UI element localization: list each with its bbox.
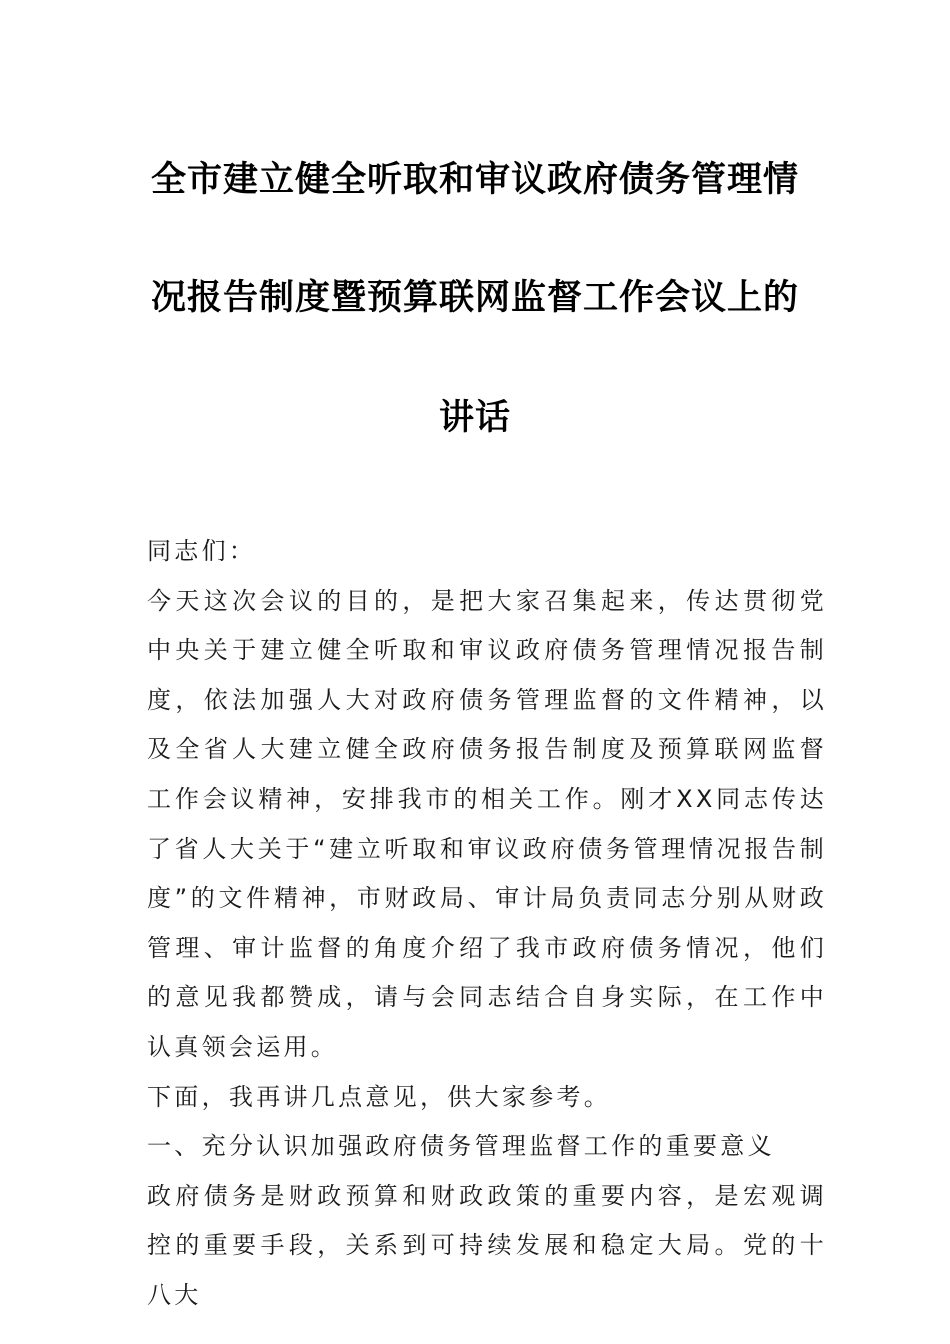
paragraph-intro: 今天这次会议的目的，是把大家召集起来，传达贯彻党中央关于建立健全听取和审议政府债务管理情况报告制度，依法加强人大对政府债务管理监督的文件精神，以及全省人大建立健全政府债务报告制度及预算联网监督工作会议精神，安排我市的相关工作。刚才XX同志传达了省人大关于“建立听取和审议政府债务管理情况报告制度”的文件精神，市财政局、审计局负责同志分别从财政管理、审计监督的角度介绍了我市政府债务情况，他们的意见我都赞成，请与会同志结合自身实际，在工作中认真领会运用。 [147, 586, 827, 1061]
paragraph-section-1: 政府债务是财政预算和财政政策的重要内容，是宏观调控的重要手段，关系到可持续发展和稳定大局。党的十八大 [147, 1181, 827, 1309]
title-line-3: 讲话 [438, 397, 511, 438]
title-line-1: 全市建立健全听取和审议政府债务管理情 [150, 159, 799, 200]
salutation: 同志们： [147, 537, 257, 565]
paragraph-transition: 下面，我再讲几点意见，供大家参考。 [147, 1082, 612, 1111]
title-line-2: 况报告制度暨预算联网监督工作会议上的 [150, 277, 799, 318]
document-body [147, 527, 827, 1321]
section-heading-1: 一、充分认识加强政府债务管理监督工作的重要意义 [147, 1132, 775, 1161]
